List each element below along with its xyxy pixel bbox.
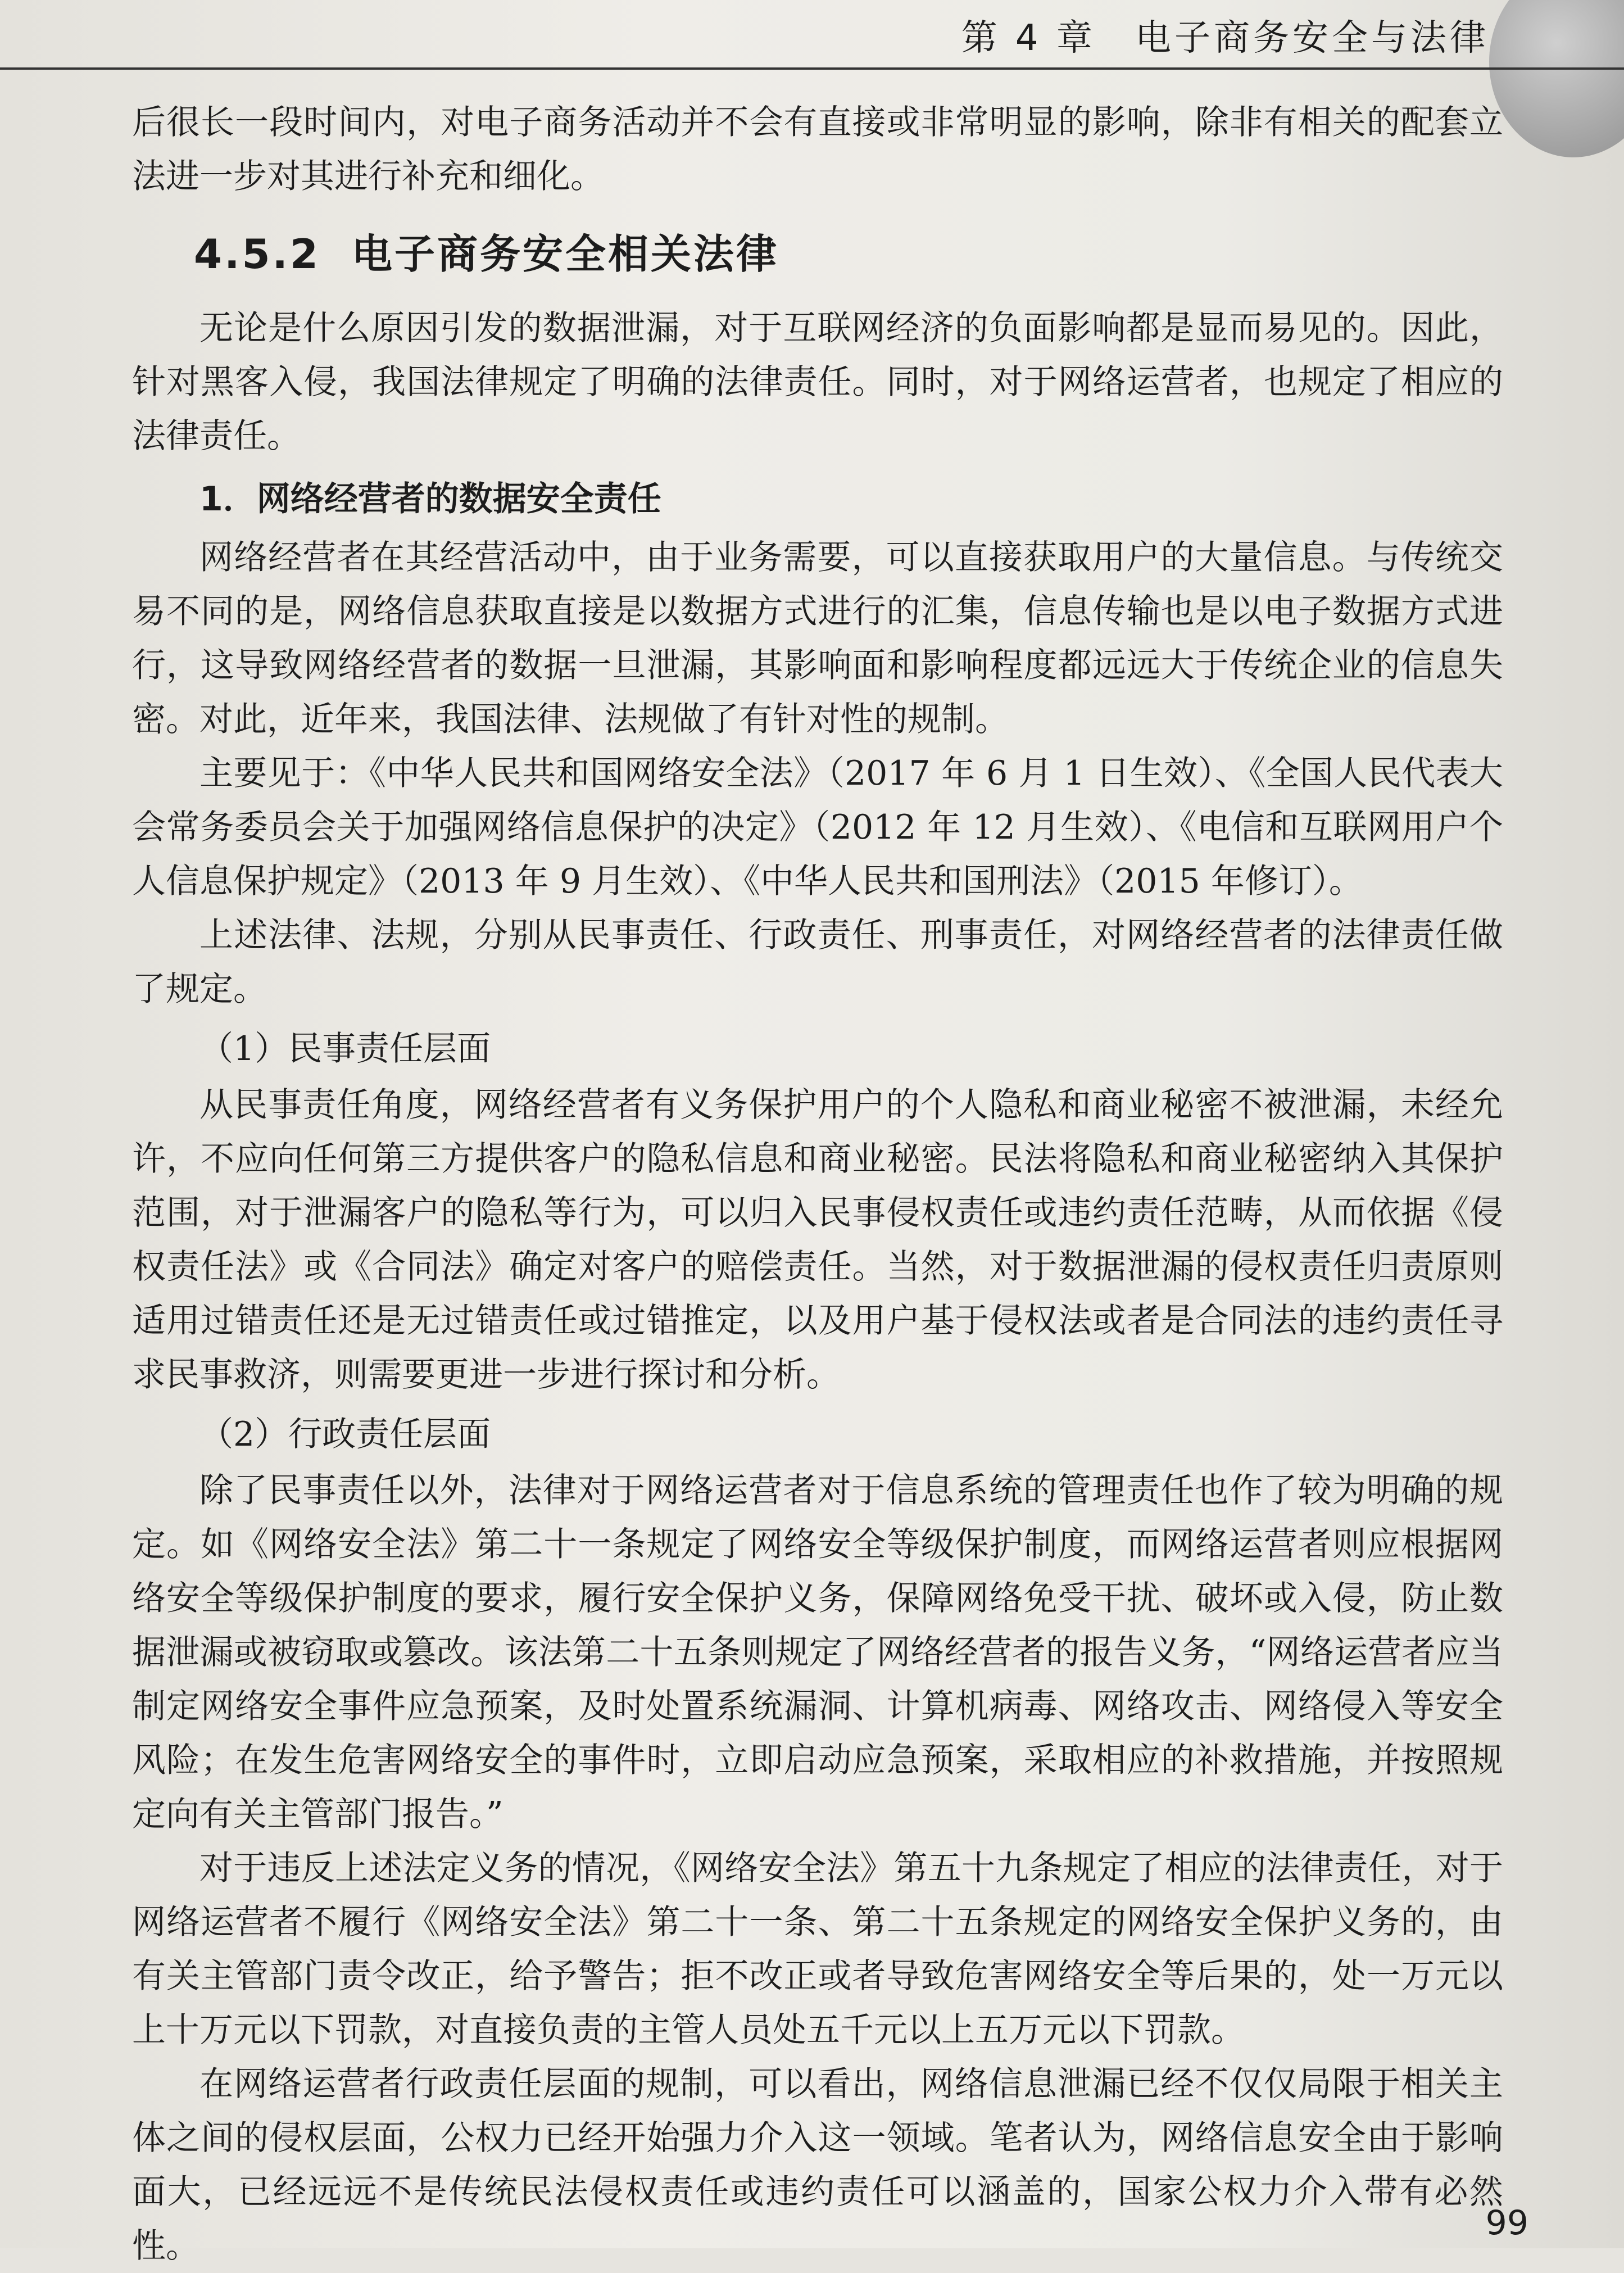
section-title: 电子商务安全相关法律 — [352, 230, 779, 278]
paragraph-6: 除了民事责任以外，法律对于网络运营者对于信息系统的管理责任也作了较为明确的规定。如《网络安全法》第二十一条规定了网络安全等级保护制度，而网络运营者则应根据网络安全等级保护制度的要求，履行安全保护义务，保障网络免受干扰、破坏或入侵，防止数据泄漏或被窃取或篡改。该法第二十五条则规定了网络经营者的报告义务，“网络运营者应当制定网络安全事件应急预案，及时处置系统漏洞、计算机病毒、网络攻击、网络侵入等安全风险；在发生危害网络安全的事件时，立即启动应急预案，采取相应的补救措施，并按照规定向有关主管部门报告。” — [132, 1471, 1503, 1834]
intro-continuation: 后很长一段时间内，对电子商务活动并不会有直接或非常明显的影响，除非有相关的配套立法进一步对其进行补充和细化。 — [132, 103, 1503, 196]
paragraph-8: 在网络运营者行政责任层面的规制，可以看出，网络信息泄漏已经不仅仅局限于相关主体之间的侵权层面，公权力已经开始强力介入这一领域。笔者认为，网络信息安全由于影响面大，已经远远不是传统民法侵权责任或违约责任可以涵盖的，国家公权力介入带有必然性。 — [132, 2064, 1503, 2266]
section-heading — [194, 227, 1503, 281]
corner-decoration — [1489, 0, 1624, 157]
paragraph-7: 对于违反上述法定义务的情况，《网络安全法》第五十九条规定了相应的法律责任，对于网络运营者不履行《网络安全法》第二十一条、第二十五条规定的网络安全保护义务的，由有关主管部门责令改正，给予警告；拒不改正或者导致危害网络安全等后果的，处一万元以上十万元以下罚款，对直接负责的主管人员处五千元以上五万元以下罚款。 — [132, 1849, 1503, 2050]
paragraph-1: 无论是什么原因引发的数据泄漏，对于互联网经济的负面影响都是显而易见的。因此，针对黑客入侵，我国法律规定了明确的法律责任。同时，对于网络运营者，也规定了相应的法律责任。 — [132, 309, 1503, 456]
paragraph-3: 主要见于：《中华人民共和国网络安全法》（2017 年 6 月 1 日生效）、《全国人民代表大会常务委员会关于加强网络信息保护的决定》（2012 年 12 月生效）、《电信和互联网用户个人信息保护规定》（2013 年 9 月生效）、《中华人民共和国刑法》（2015 年修订）。 — [132, 754, 1503, 901]
subheading-administrative: （2）行政责任层面 — [199, 1415, 491, 1454]
subheading-civil: （1）民事责任层面 — [199, 1029, 491, 1068]
paragraph-5: 从民事责任角度，网络经营者有义务保护用户的个人隐私和商业秘密不被泄漏，未经允许，不应向任何第三方提供客户的隐私信息和商业秘密。民法将隐私和商业秘密纳入其保护范围，对于泄漏客户的隐私等行为，可以归入民事侵权责任或违约责任范畴，从而依据《侵权责任法》或《合同法》确定对客户的赔偿责任。当然，对于数据泄漏的侵权责任归责原则适用过错责任还是无过错责任或过错推定，以及用户基于侵权法或者是合同法的违约责任寻求民事救济，则需要更进一步进行探讨和分析。 — [132, 1085, 1503, 1394]
header-rule — [0, 67, 1624, 70]
paragraph-4: 上述法律、法规，分别从民事责任、行政责任、刑事责任，对网络经营者的法律责任做了规定。 — [132, 916, 1503, 1009]
paragraph-2: 网络经营者在其经营活动中，由于业务需要，可以直接获取用户的大量信息。与传统交易不同的是，网络信息获取直接是以数据方式进行的汇集，信息传输也是以电子数据方式进行，这导致网络经营者的数据一旦泄漏，其影响面和影响程度都远远大于传统企业的信息失密。对此，近年来，我国法律、法规做了有针对性的规制。 — [132, 538, 1503, 739]
page-number: 99 — [1485, 2203, 1528, 2243]
subheading-1: 1．网络经营者的数据安全责任 — [199, 479, 661, 519]
chapter-header: 第 4 章 电子商务安全与法律 — [961, 17, 1489, 59]
section-number: 4.5.2 — [194, 230, 320, 278]
page-content — [132, 96, 1503, 2273]
